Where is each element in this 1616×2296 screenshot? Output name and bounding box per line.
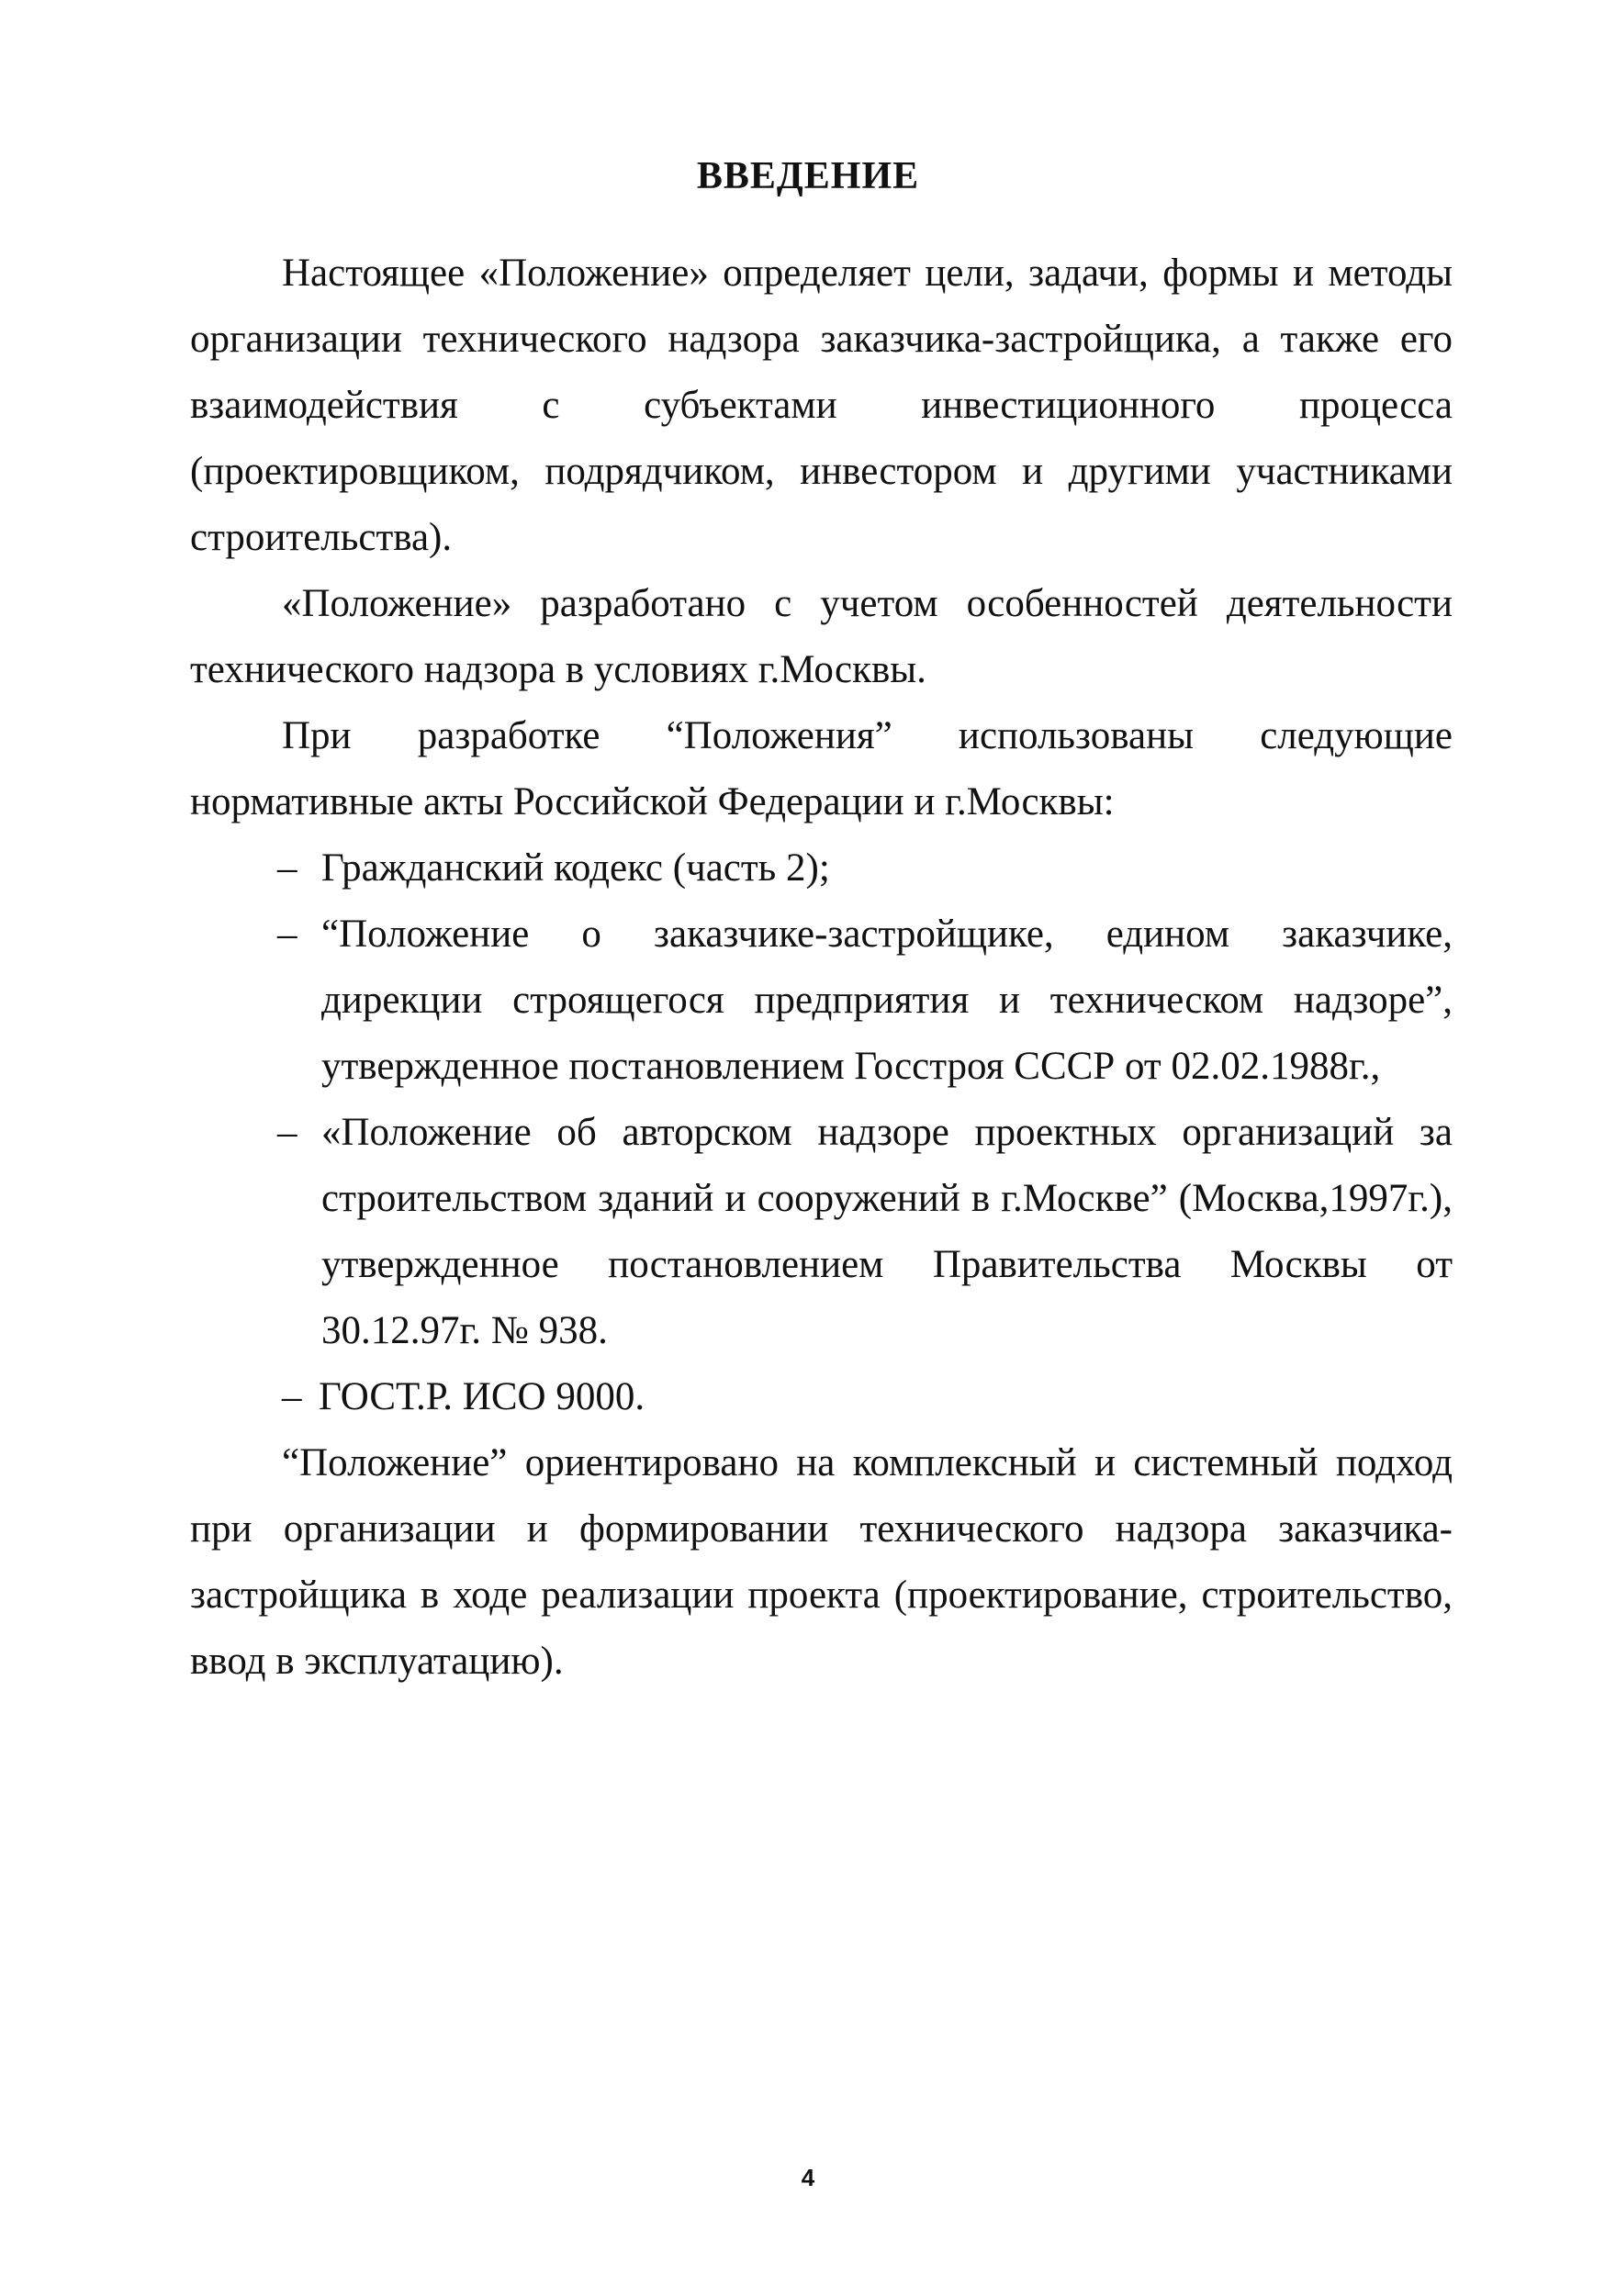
list-item-text: Гражданский кодекс (часть 2); — [321, 846, 830, 890]
list-dash: – — [282, 1375, 302, 1418]
page-number: 4 — [801, 2164, 815, 2191]
list-dash: – — [277, 1111, 297, 1154]
page-title: ВВЕДЕНИЕ — [696, 155, 920, 197]
paragraph-development: «Положение» разработано с учетом особенностей деятельности технического надзора в условиях г.Москвы. — [190, 582, 1453, 691]
list-item — [190, 1364, 1453, 1430]
paragraph-approach: “Положение” ориентировано на комплексный и системный подход при организации и формировании технического надзора заказчика-застройщика в ходе реализации проекта (проектирование, строительство, ввод в эксплуатацию). — [190, 1441, 1453, 1683]
list-item — [190, 835, 1453, 902]
paragraph-normative-acts: При разработке “Положения” использованы следующие нормативные акты Российской Федерации и г.Москвы: — [190, 714, 1453, 823]
list-dash: – — [277, 846, 297, 890]
paragraph-intro: Настоящее «Положение» определяет цели, задачи, формы и методы организации технического надзора заказчика-застройщика, а также его взаимодействия с субъектами инвестиционного процесса (проектировщиком, подрядчиком, инвестором и другими участниками строительства). — [190, 252, 1453, 559]
list-item-text: «Положение об авторском надзоре проектных организаций за строительством зданий и сооружений в г.Москве” (Москва,1997г.), утвержденное постановлением Правительства Москвы от 30.12.97г. № 938. — [321, 1111, 1453, 1352]
list-item-text: “Положение о заказчике-застройщике, едином заказчике, дирекции строящегося предприятия и техническом надзоре”, утвержденное постановлением Госстроя СССР от 02.02.1988г., — [321, 913, 1453, 1088]
list-item — [190, 1100, 1453, 1364]
list-item — [190, 902, 1453, 1100]
list-dash: – — [277, 913, 297, 956]
list-item-text: ГОСТ.Р. ИСО 9000. — [319, 1375, 645, 1418]
document-body — [190, 241, 1453, 1695]
normative-acts-list — [190, 835, 1453, 1430]
